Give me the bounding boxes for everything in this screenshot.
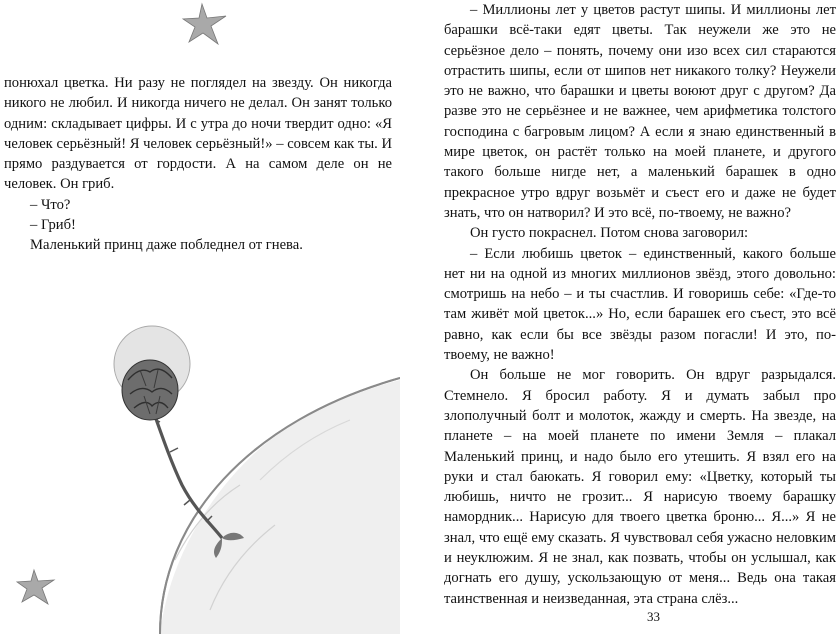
right-page [430, 0, 840, 634]
paragraph: понюхал цветка. Ни разу не поглядел на звезду. Он никогда никого не любил. И никогда ничего не делал. Он занят только одним: складывает цифры. И с утра до ночи твердит одно: «Я человек серьёзный! Я человек серьёзный!» – совсем как ты. И прямо раздувается от гордости. А на самом деле он не человек. Он гриб. [4, 75, 392, 193]
rose-planet-illustration [0, 310, 400, 634]
left-text-block [4, 73, 392, 256]
right-text-block [444, 0, 836, 609]
left-page [0, 0, 400, 634]
paragraph: Маленький принц даже побледнел от гнева. [30, 237, 303, 254]
paragraph: – Миллионы лет у цветов растут шипы. И миллионы лет барашки всё-таки едят цветы. Так неужели же это не серьёзное дело – понять, почему они изо всех сил стараются отрастить шипы, если от шипов нет никакого толку? Неужели это не важно, что барашки и цветы воюют друг с другом? Да разве это не серьёзнее и не важнее, чем арифметика толстого господина с багровым лицом? А если я знаю единственный в мире цветок, он растёт только на моей планете, и другого такого больше нигде нет, а маленький барашек в одно прекрасное утро вдруг возьмёт и съест его и даже не будет знать, что он натворил? И это всё, по-твоему, не важно? [444, 2, 836, 221]
paragraph: – Что? [30, 196, 71, 213]
star-icon [14, 568, 58, 606]
page-number: 33 [647, 609, 660, 624]
paragraph: Он больше не мог говорить. Он вдруг разрыдался. Стемнело. Я бросил работу. Я и думать забыл про злополучный болт и молоток, жажду и смерть. На звезде, на планете – на моей планете по имени Земля – плакал Маленький принц, и надо было его утешить. Я взял его на руки и стал баюкать. Я говорил ему: «Цветку, который ты любишь, ничто не грозит... Я нарисую твоему барашку намордник... Нарисую для твоего цветка броню... Я...» Я не знал, что ещё ему сказать. Я чувствовал себя ужасно неловким и неуклюжим. Я не знал, как позвать, чтобы он услышал, как догнать его душу, ускользающую от меня... Ведь она такая таинственная и неизведанная, эта страна слёз... [444, 367, 836, 607]
paragraph: – Гриб! [30, 217, 76, 234]
paragraph: – Если любишь цветок – единственный, какого больше нет ни на одной из многих миллионов звёзд, этого довольно: смотришь на небо – и ты счастлив. И говоришь себе: «Где-то там живёт мой цветок...» Но, если барашек его съест, это всё равно, как если бы все звёзды разом погасли! И это, по-твоему, не важно! [444, 245, 836, 364]
paragraph: Он густо покраснел. Потом снова заговорил: [470, 225, 749, 242]
star-icon [180, 2, 230, 46]
